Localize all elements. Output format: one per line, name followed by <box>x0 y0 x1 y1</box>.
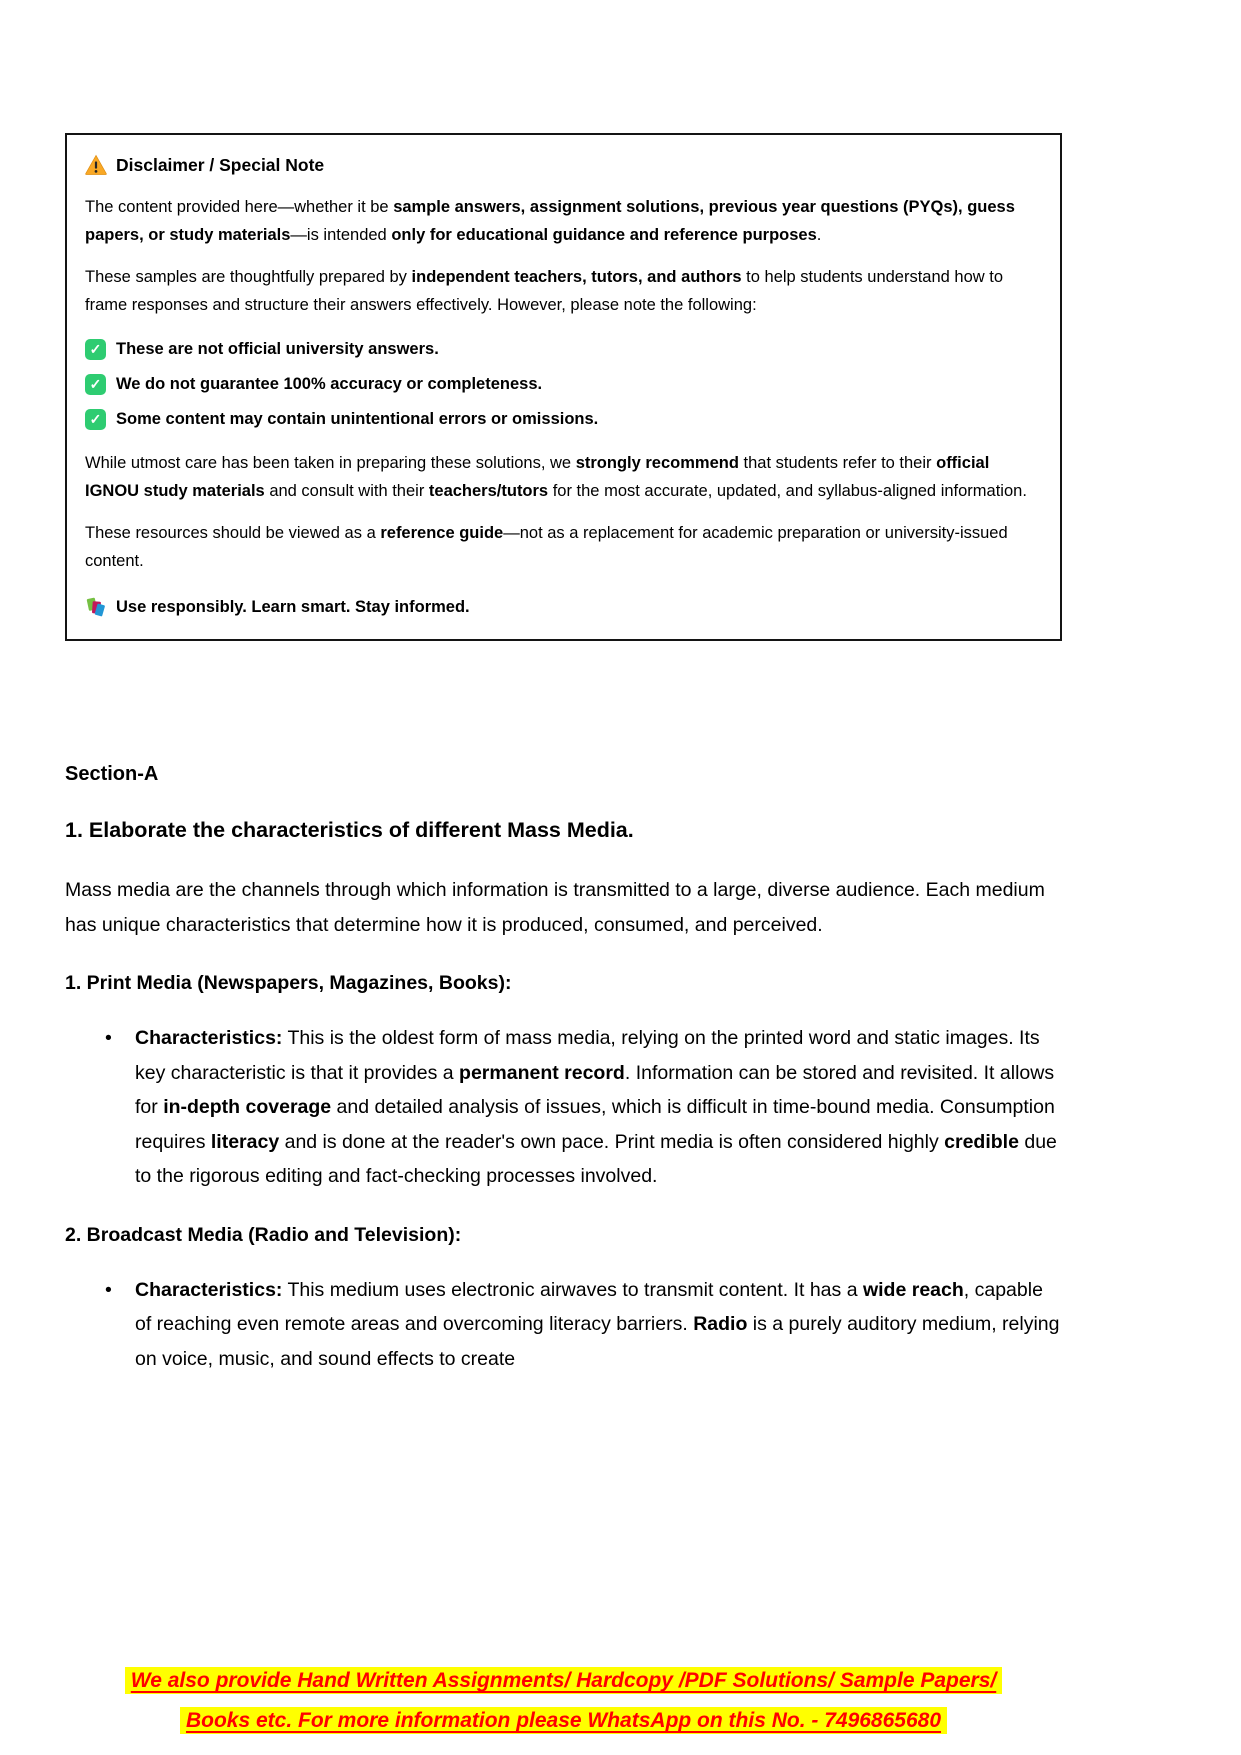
checklist-item-2-text: We do not guarantee 100% accuracy or completeness. <box>116 375 543 393</box>
checklist-item-1-text: These are not official university answers. <box>116 340 439 358</box>
disclaimer-paragraph-2: These samples are thoughtfully prepared by independent teachers, tutors, and authors to help students understand how to frame responses and structure their answers effectively. However, please note the following: <box>85 268 1004 314</box>
print-media-list <box>65 1021 1062 1194</box>
checklist-item-3 <box>85 405 1040 433</box>
broadcast-media-bullet-text: Characteristics: This medium uses electronic airwaves to transmit content. It has a wide reach, capable of reaching even remote areas and overcoming literacy barriers. Radio is a purely auditory medium, relying on voice, music, and sound effects to create <box>135 1278 1060 1370</box>
check-icon: ✓ <box>85 339 106 360</box>
disclaimer-paragraph-4: These resources should be viewed as a reference guide—not as a replacement for academic preparation or university-issued content. <box>85 524 1008 570</box>
warning-icon <box>85 154 107 176</box>
section-heading: Section-A <box>65 763 159 785</box>
bullet-dot-icon: • <box>105 1278 112 1301</box>
print-media-heading: 1. Print Media (Newspapers, Magazines, Books): <box>65 972 512 994</box>
disclaimer-box <box>65 133 1062 641</box>
print-media-bullet-text: Characteristics: This is the oldest form of mass media, relying on the printed word and static images. Its key characteristic is that it provides a permanent record. Information can be stored and revisited. It allows for in-depth coverage and detailed analysis of issues, which is difficult in time-bound media. Consumption requires literacy and is done at the reader's own pace. Print media is often considered highly credible due to the rigorous editing and fact-checking processes involved. <box>135 1027 1057 1187</box>
checklist-item-1 <box>85 335 1040 363</box>
broadcast-media-heading: 2. Broadcast Media (Radio and Television): <box>65 1223 462 1246</box>
disclaimer-title: Disclaimer / Special Note <box>116 155 325 175</box>
promo-footer <box>65 1661 1062 1741</box>
checklist-item-3-text: Some content may contain unintentional errors or omissions. <box>116 410 599 428</box>
disclaimer-footer-text: Use responsibly. Learn smart. Stay informed. <box>116 598 470 616</box>
promo-footer-line-1: We also provide Hand Written Assignments/ Hardcopy /PDF Solutions/ Sample Papers/ <box>125 1667 1002 1694</box>
print-media-bullet <box>65 1021 1062 1194</box>
intro-paragraph: Mass media are the channels through which information is transmitted to a large, diverse audience. Each medium has unique characteristics that determine how it is produced, consumed, and perceived. <box>65 879 1045 936</box>
check-icon: ✓ <box>85 374 106 395</box>
broadcast-media-list <box>65 1273 1062 1377</box>
promo-footer-line-2: Books etc. For more information please WhatsApp on this No. - 7496865680 <box>180 1707 947 1734</box>
question-heading: 1. Elaborate the characteristics of different Mass Media. <box>65 818 634 842</box>
books-icon <box>85 596 107 618</box>
bullet-dot-icon: • <box>105 1027 112 1049</box>
disclaimer-header <box>85 151 1040 179</box>
main-content <box>65 763 1062 1376</box>
check-icon: ✓ <box>85 409 106 430</box>
checklist-item-2 <box>85 370 1040 398</box>
disclaimer-checklist <box>85 335 1040 433</box>
disclaimer-paragraph-3: While utmost care has been taken in preparing these solutions, we strongly recommend that students refer to their official IGNOU study materials and consult with their teachers/tutors for the most accurate, updated, and syllabus-aligned information. <box>85 454 1027 500</box>
broadcast-media-bullet <box>65 1273 1062 1377</box>
disclaimer-footer <box>85 593 1040 621</box>
disclaimer-paragraph-1: The content provided here—whether it be sample answers, assignment solutions, previous year questions (PYQs), guess papers, or study materials—is intended only for educational guidance and reference purposes. <box>85 198 1015 244</box>
